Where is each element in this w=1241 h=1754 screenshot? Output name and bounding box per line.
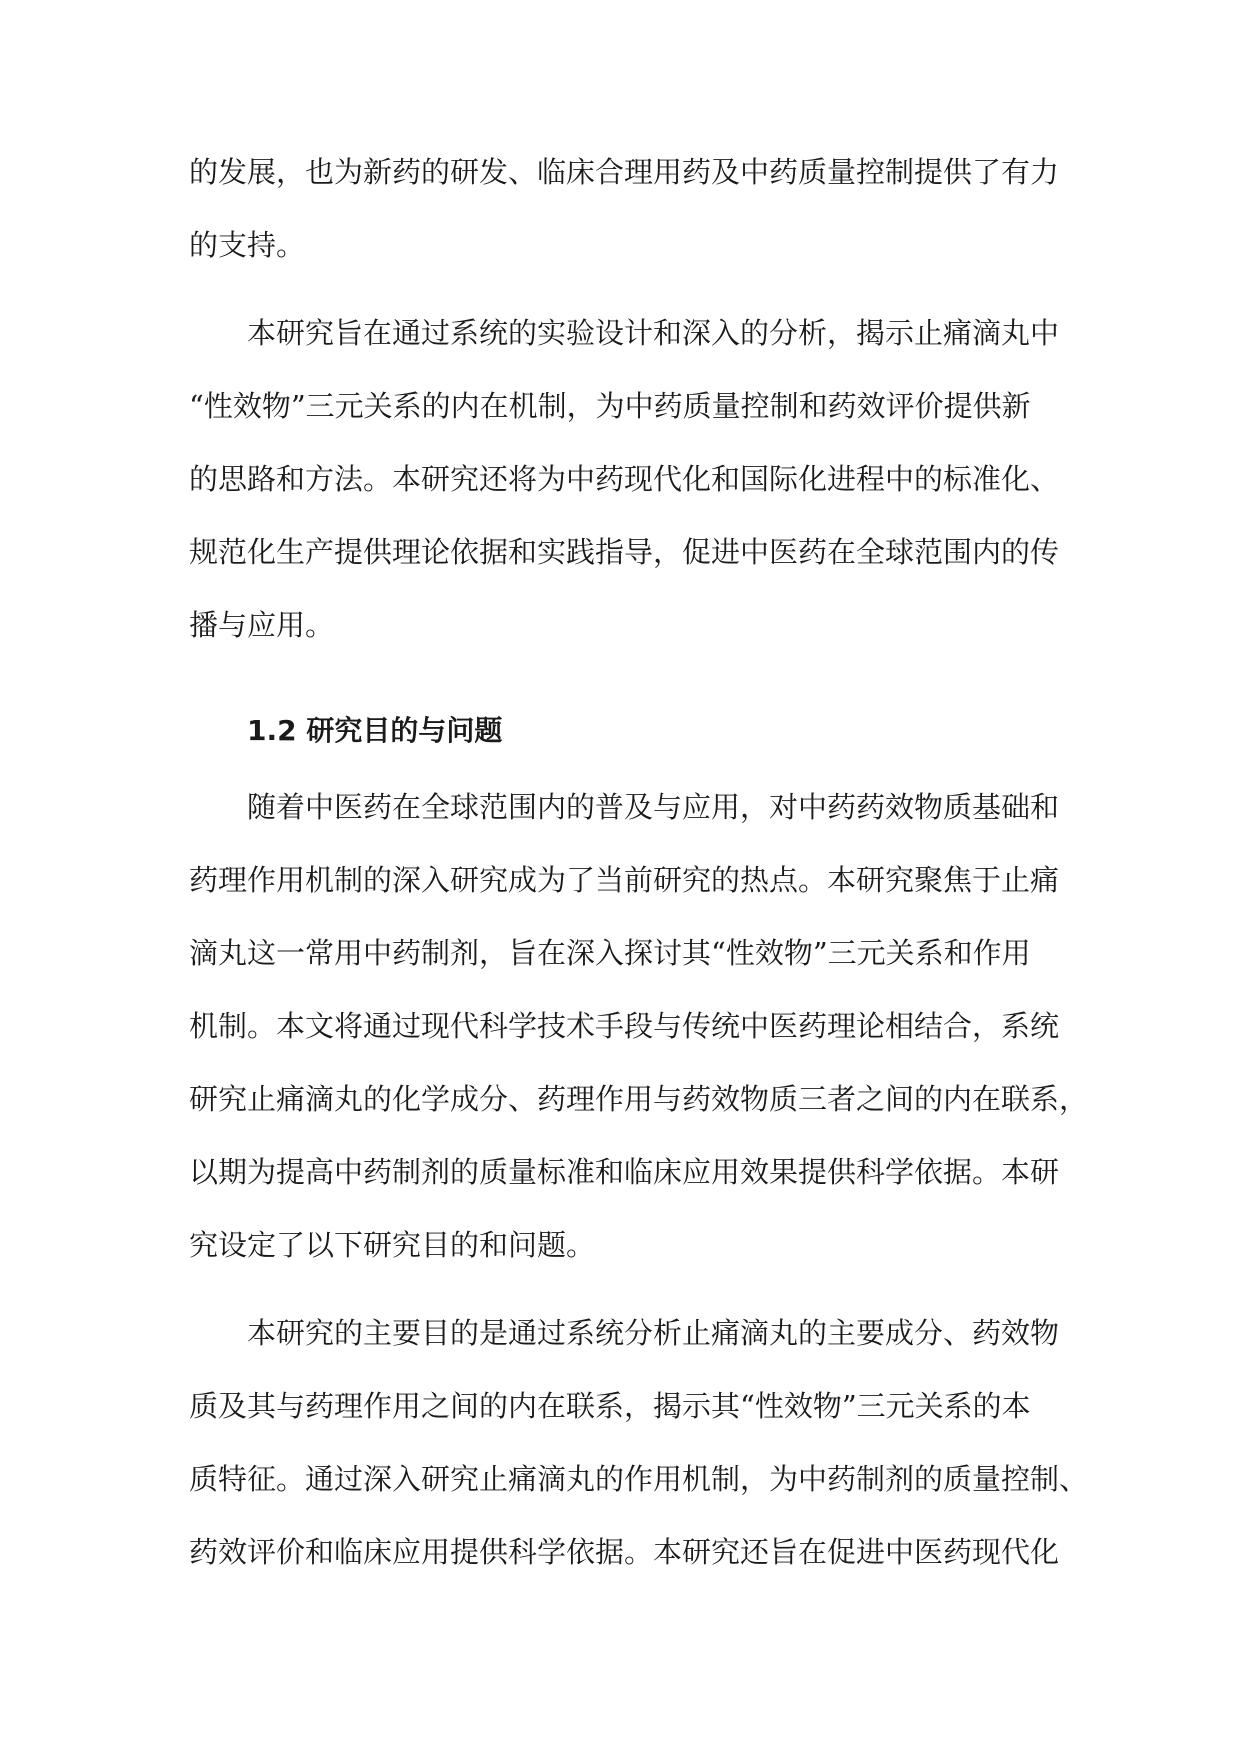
text-line: 质及其与药理作用之间的内在联系，揭示其“性效物”三元关系的本	[189, 1389, 1031, 1423]
paragraph-start-line: 随着中医药在全球范围内的普及与应用，对中药药效物质基础和	[247, 790, 1060, 824]
text-line: 研究止痛滴丸的化学成分、药理作用与药效物质三者之间的内在联系，	[189, 1082, 1089, 1116]
paragraph-start-line: 本研究旨在通过系统的实验设计和深入的分析，揭示止痛滴丸中	[247, 316, 1060, 350]
text-line: 规范化生产提供理论依据和实践指导，促进中医药在全球范围内的传	[189, 535, 1060, 569]
text-line: 播与应用。	[189, 608, 335, 642]
paragraph-start-line: 本研究的主要目的是通过系统分析止痛滴丸的主要成分、药效物	[247, 1316, 1060, 1350]
text-line: “性效物”三元关系的内在机制，为中药质量控制和药效评价提供新	[189, 389, 1031, 423]
text-line: 滴丸这一常用中药制剂，旨在深入探讨其“性效物”三元关系和作用	[189, 936, 1031, 970]
text-line: 的发展，也为新药的研发、临床合理用药及中药质量控制提供了有力	[189, 155, 1060, 189]
text-line: 究设定了以下研究目的和问题。	[189, 1228, 596, 1262]
text-line: 药效评价和临床应用提供科学依据。本研究还旨在促进中医药现代化	[189, 1535, 1060, 1569]
section-heading: 1.2 研究目的与问题	[247, 714, 503, 747]
text-line: 机制。本文将通过现代科学技术手段与传统中医药理论相结合，系统	[189, 1009, 1060, 1043]
text-line: 质特征。通过深入研究止痛滴丸的作用机制，为中药制剂的质量控制、	[189, 1462, 1089, 1496]
text-line: 的思路和方法。本研究还将为中药现代化和国际化进程中的标准化、	[189, 462, 1060, 496]
text-line: 以期为提高中药制剂的质量标准和临床应用效果提供科学依据。本研	[189, 1155, 1060, 1189]
text-line: 的支持。	[189, 228, 306, 262]
text-line: 药理作用机制的深入研究成为了当前研究的热点。本研究聚焦于止痛	[189, 863, 1060, 897]
